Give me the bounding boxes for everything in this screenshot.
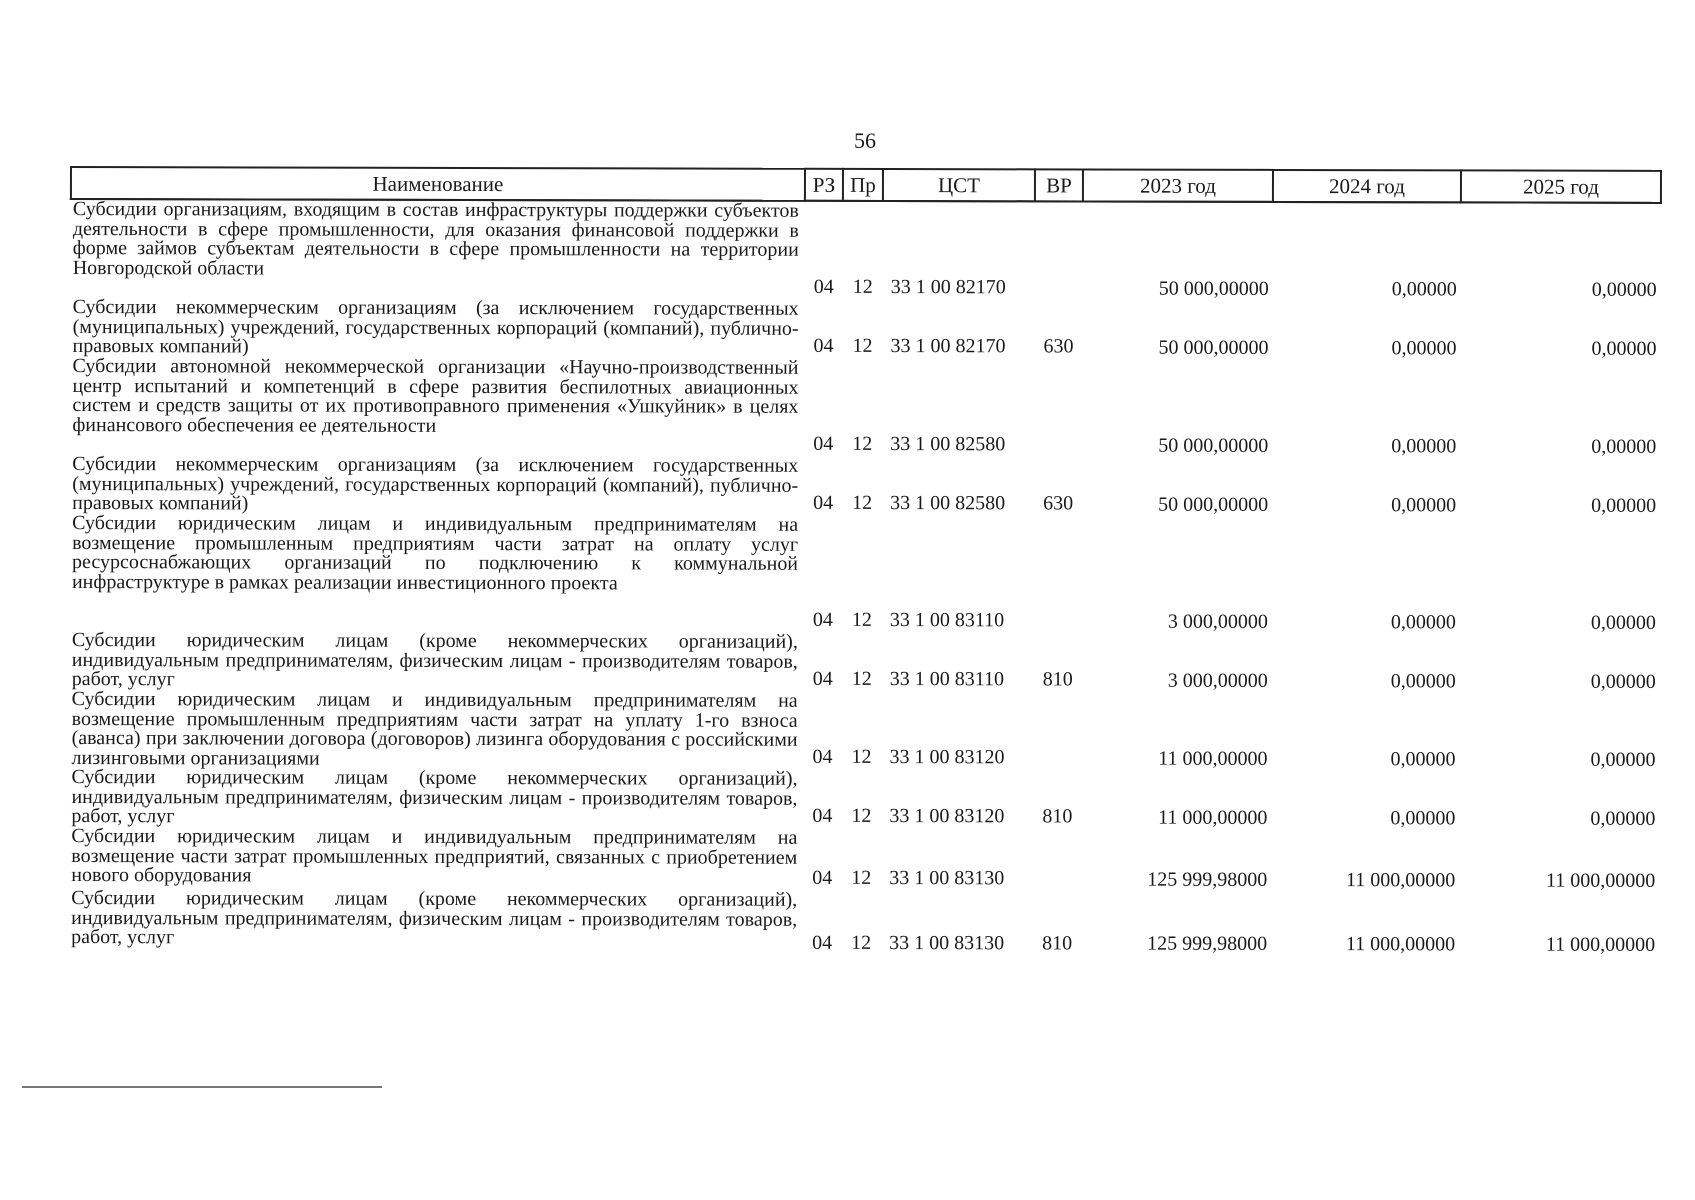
row-cst: 33 1 00 83120 [889, 746, 1005, 769]
row-name: Субсидии юридическим лицам (кроме некоммерческих организаций), индивидуальным предпринимателям, физическим лицам - производителям товаров, работ, услуг [71, 629, 798, 691]
table-row [71, 199, 1661, 302]
row-name: Субсидии юридическим лицам и индивидуальным предпринимателям на возмещение промышленным предприятиям части затрат на уплату 1-го взноса (аванса) при заключении договора (договоров) лизинга оборудования с российскими лизинговыми организациями [71, 688, 798, 770]
row-name: Субсидии некоммерческим организациям (за исключением государственных (муниципальных) учреждений, государственных корпораций (компаний), публично-правовых компаний) [72, 453, 799, 515]
row-2024: 0,00000 [1391, 435, 1457, 458]
row-rz: 04 [813, 432, 834, 455]
row-cst: 33 1 00 83110 [889, 668, 1005, 691]
row-2025: 0,00000 [1590, 611, 1656, 634]
row-rz: 04 [812, 866, 833, 889]
row-rz: 04 [813, 275, 834, 298]
row-2023: 3 000,00000 [1167, 669, 1268, 692]
row-pr: 12 [851, 804, 872, 827]
header-year-2025: 2025 год [1461, 170, 1661, 202]
row-pr: 12 [851, 745, 872, 768]
row-name: Субсидии юридическим лицам (кроме некоммерческих организаций), индивидуальным предпринимателям, физическим лицам - производителям товаров, работ, услуг [71, 887, 798, 949]
row-2025: 11 000,00000 [1545, 933, 1656, 956]
row-2024: 0,00000 [1390, 748, 1456, 771]
header-cst: ЦСТ [883, 169, 1035, 201]
row-rz: 04 [812, 608, 833, 631]
table-row [69, 889, 1659, 961]
row-pr: 12 [852, 275, 873, 298]
row-2023: 50 000,00000 [1158, 434, 1269, 457]
table-row [70, 357, 1660, 459]
row-vr [1035, 201, 1083, 300]
row-2023: 50 000,00000 [1158, 493, 1269, 516]
row-vr: 630 [1043, 492, 1074, 515]
row-2024: 11 000,00000 [1345, 933, 1456, 956]
row-rz: 04 [812, 667, 833, 690]
row-cst: 33 1 00 82580 [890, 492, 1006, 515]
table-row [70, 514, 1660, 635]
row-pr: 12 [851, 866, 872, 889]
header-year-2023: 2023 год [1083, 169, 1273, 201]
row-rz: 04 [812, 931, 833, 954]
row-2024: 0,00000 [1391, 494, 1457, 517]
row-name: Субсидии юридическим лицам и индивидуальным предпринимателям на возмещение промышленным предприятиям части затрат на оплату услуг ресурсоснабжающих организаций по подключению к коммунальной инфраструктуре в рамках реализации инвестиционного проекта [71, 512, 799, 594]
table-row [70, 455, 1660, 518]
row-pr: 12 [852, 432, 873, 455]
row-vr [1033, 829, 1081, 891]
header-rz: РЗ [805, 169, 843, 201]
row-cst: 33 1 00 82580 [890, 433, 1006, 456]
row-cst: 33 1 00 83110 [889, 609, 1005, 632]
row-name: Субсидии некоммерческим организациям (за исключением государственных (муниципальных) учреждений, государственных корпораций (компаний), публично-правовых компаний) [72, 296, 799, 358]
row-2023: 125 999,98000 [1147, 868, 1268, 891]
row-cst: 33 1 00 83130 [889, 867, 1005, 890]
row-2024: 0,00000 [1391, 278, 1457, 301]
budget-table [68, 166, 1662, 961]
row-vr [1034, 359, 1082, 457]
row-vr: 810 [1042, 805, 1073, 828]
row-2024: 0,00000 [1390, 611, 1456, 634]
row-rz: 04 [813, 491, 834, 514]
row-2025: 0,00000 [1590, 670, 1656, 693]
row-2025: 11 000,00000 [1545, 869, 1656, 892]
row-2025: 0,00000 [1590, 807, 1656, 830]
row-name: Субсидии автономной некоммерческой организации «Научно-производственный центр испытаний и компетенций в сфере развития беспилотных авиационных систем и средств защиты от их противоправного применения «Ушкуйник» в целях финансового обеспечения ее деятельности [72, 355, 799, 437]
table-row [69, 827, 1659, 893]
row-pr: 12 [851, 667, 872, 690]
row-2023: 50 000,00000 [1158, 277, 1269, 300]
row-vr: 810 [1042, 932, 1073, 955]
row-2025: 0,00000 [1590, 748, 1656, 771]
row-pr: 12 [852, 491, 873, 514]
header-pr: Пр [843, 169, 883, 201]
row-pr: 12 [851, 608, 872, 631]
row-pr: 12 [852, 334, 873, 357]
row-vr [1034, 692, 1082, 770]
table-row [70, 690, 1660, 772]
row-cst: 33 1 00 82170 [890, 335, 1006, 358]
row-2024: 11 000,00000 [1345, 869, 1456, 892]
row-name: Субсидии организациям, входящим в состав инфраструктуры поддержки субъектов деятельности в сфере промышленности, для оказания финансовой поддержки в форме займов субъектам деятельности в сфере промышленности на территории Новгородской области [72, 198, 799, 279]
row-2023: 3 000,00000 [1167, 610, 1268, 633]
header-year-2024: 2024 год [1273, 170, 1461, 202]
header-name: Наименование [71, 167, 805, 201]
row-rz: 04 [812, 804, 833, 827]
row-pr: 12 [851, 931, 872, 954]
table-row [71, 298, 1661, 361]
row-2025: 0,00000 [1591, 337, 1657, 360]
row-cst: 33 1 00 83130 [889, 932, 1005, 955]
row-vr: 810 [1042, 668, 1073, 691]
table-row [69, 768, 1659, 831]
row-2025: 0,00000 [1591, 494, 1657, 517]
row-name: Субсидии юридическим лицам и индивидуальным предпринимателям на возмещение части затрат промышленных предприятий, связанных с приобретением нового оборудования [71, 825, 798, 887]
row-rz: 04 [812, 745, 833, 768]
row-2023: 11 000,00000 [1158, 747, 1268, 770]
row-2024: 0,00000 [1390, 807, 1456, 830]
row-2024: 0,00000 [1391, 337, 1457, 360]
footer-divider [22, 1086, 382, 1088]
row-vr: 630 [1043, 335, 1074, 358]
page-number: 56 [854, 128, 876, 153]
row-rz: 04 [813, 334, 834, 357]
row-2024: 0,00000 [1390, 670, 1456, 693]
row-vr [1034, 516, 1082, 633]
budget-table-container [68, 166, 1660, 961]
row-2023: 125 999,98000 [1147, 932, 1268, 955]
row-2023: 11 000,00000 [1158, 806, 1268, 829]
row-name: Субсидии юридическим лицам (кроме некоммерческих организаций), индивидуальным предпринимателям, физическим лицам - производителям товаров, работ, услуг [71, 766, 798, 828]
row-cst: 33 1 00 83120 [889, 805, 1005, 828]
row-2025: 0,00000 [1591, 278, 1657, 301]
header-vr: ВР [1035, 169, 1083, 201]
table-row [70, 631, 1660, 694]
row-2025: 0,00000 [1591, 435, 1657, 458]
table-header-row [71, 167, 1661, 203]
row-cst: 33 1 00 82170 [890, 276, 1006, 299]
row-2023: 50 000,00000 [1158, 336, 1269, 359]
